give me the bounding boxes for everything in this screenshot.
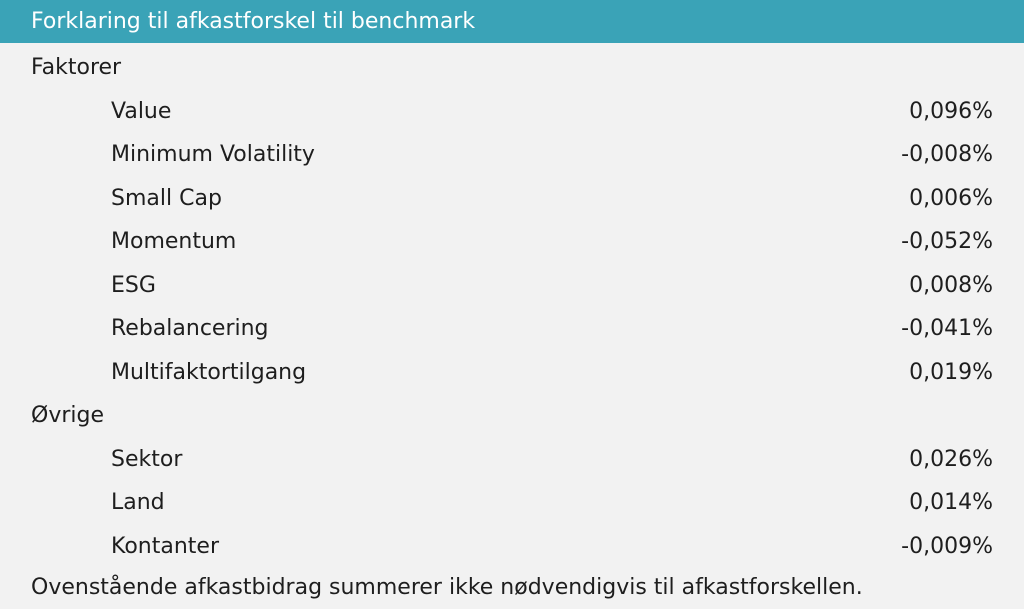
row-value: 0,019% xyxy=(909,359,993,385)
row-label: Kontanter xyxy=(111,533,219,559)
table-row xyxy=(0,133,1024,177)
row-value: 0,006% xyxy=(909,185,993,211)
panel-title: Forklaring til afkastforskel til benchmark xyxy=(0,0,1024,43)
row-value: -0,008% xyxy=(901,142,993,168)
row-label: Multifaktortilgang xyxy=(111,359,307,385)
table-row xyxy=(0,177,1024,221)
row-label: Value xyxy=(111,98,172,124)
section-label: Øvrige xyxy=(31,403,104,429)
row-value: -0,009% xyxy=(901,533,993,559)
table-row xyxy=(0,220,1024,264)
row-label: Momentum xyxy=(111,229,237,255)
table-row xyxy=(0,525,1024,569)
row-value: 0,008% xyxy=(909,272,993,298)
table-row xyxy=(0,351,1024,395)
table-row xyxy=(0,264,1024,308)
row-label: ESG xyxy=(111,272,156,298)
table-row xyxy=(0,438,1024,482)
table-row xyxy=(0,90,1024,134)
section-heading-faktorer xyxy=(0,46,1024,90)
attribution-table xyxy=(0,46,1024,568)
table-row xyxy=(0,307,1024,351)
row-label: Minimum Volatility xyxy=(111,142,315,168)
row-value: -0,052% xyxy=(901,229,993,255)
row-label: Small Cap xyxy=(111,185,222,211)
footnote: Ovenstående afkastbidrag summerer ikke nødvendigvis til afkastforskellen. xyxy=(31,575,863,600)
row-value: 0,096% xyxy=(909,98,993,124)
row-value: -0,041% xyxy=(901,316,993,342)
row-label: Land xyxy=(111,490,165,516)
row-label: Rebalancering xyxy=(111,316,269,342)
row-label: Sektor xyxy=(111,446,183,472)
table-row xyxy=(0,481,1024,525)
row-value: 0,026% xyxy=(909,446,993,472)
row-value: 0,014% xyxy=(909,490,993,516)
section-label: Faktorer xyxy=(31,55,122,81)
section-heading-ovrige xyxy=(0,394,1024,438)
